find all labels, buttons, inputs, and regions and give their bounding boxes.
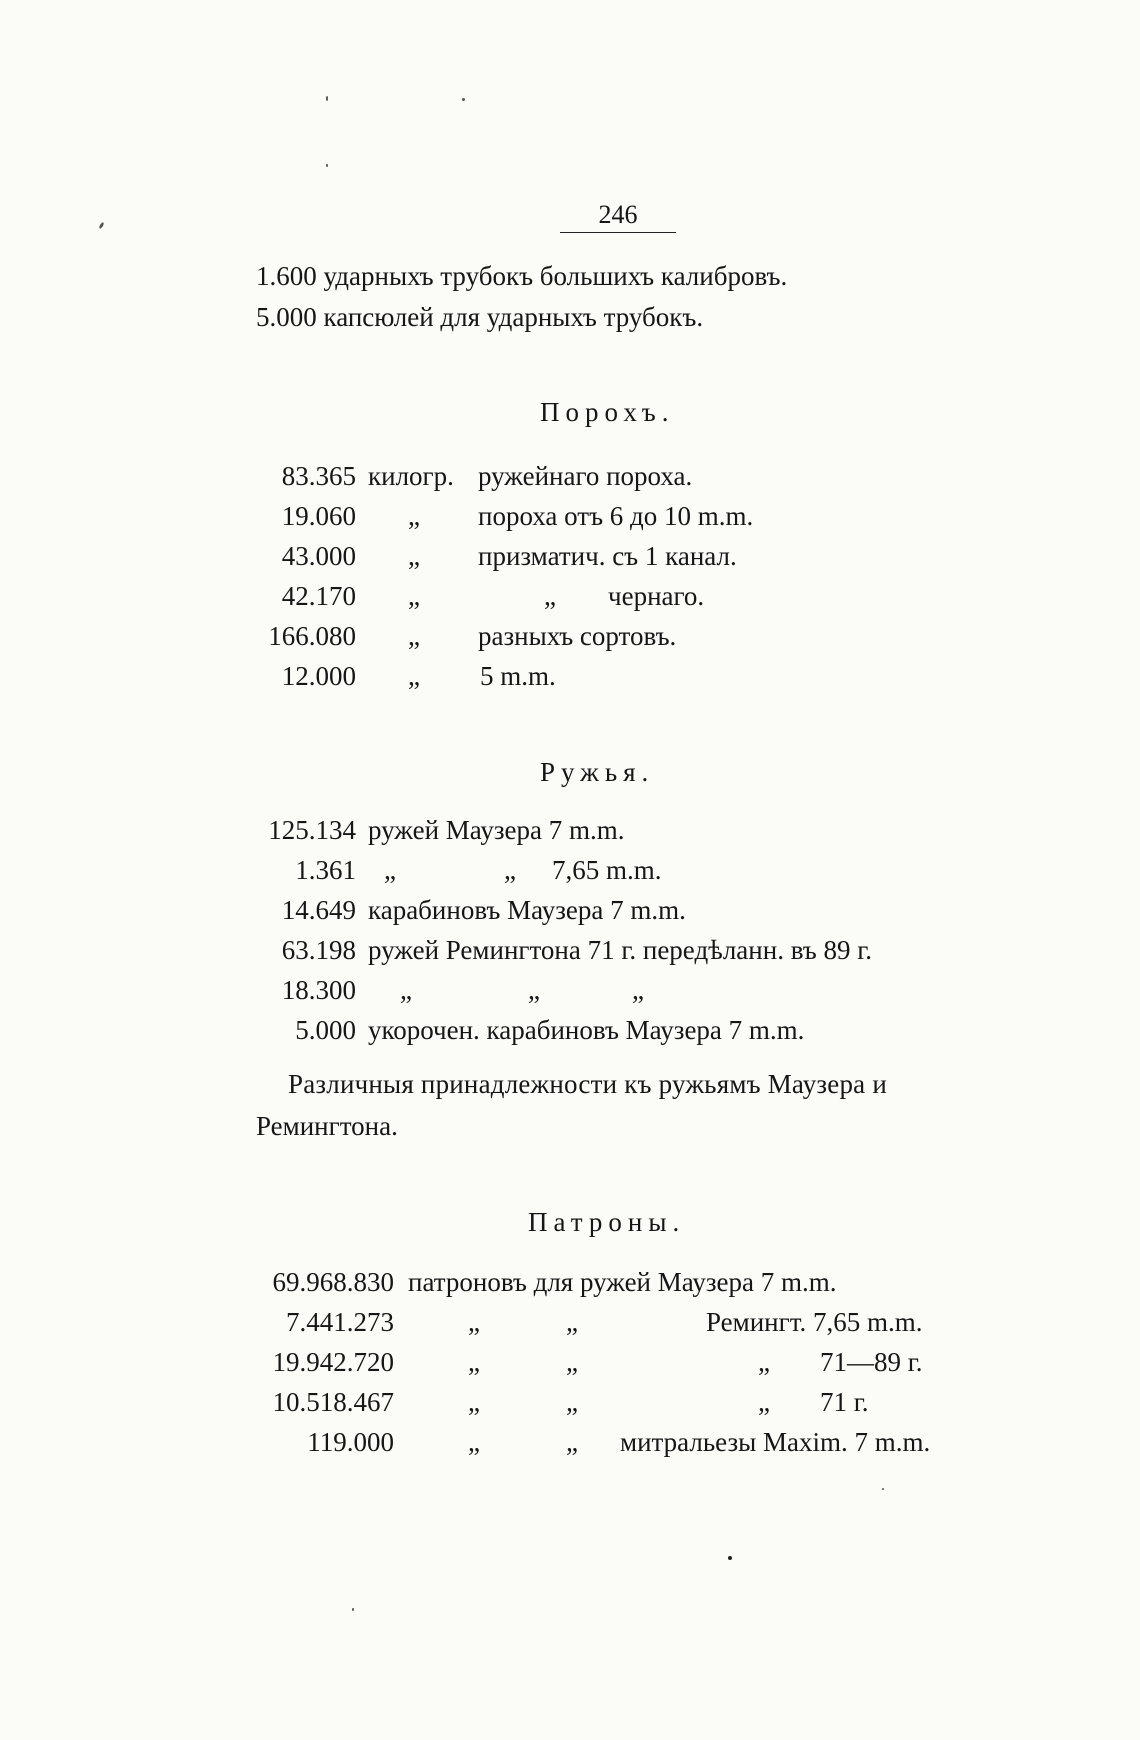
cartridges-desc-3: 71—89 г. [820, 1347, 923, 1377]
powder-unit-2: „ [408, 501, 420, 531]
powder-qty-6: 12.000 [281, 661, 356, 691]
section-title-rifles: Ружья. [540, 757, 655, 787]
scan-speck [882, 1488, 884, 1490]
rifles-desc-1: ружей Маузера 7 m.m. [368, 815, 625, 845]
cartridges-mark-3c: „ [758, 1347, 770, 1377]
cartridges-mark-2a: „ [468, 1307, 480, 1337]
cartridges-qty-2: 7.441.273 [286, 1307, 394, 1337]
powder-unit-4: „ [408, 581, 420, 611]
rifles-mark-2b: „ [504, 855, 516, 885]
rifles-qty-4: 63.198 [281, 935, 356, 965]
powder-qty-5: 166.080 [268, 621, 356, 651]
powder-desc-1: ружейнаго пороха. [478, 461, 693, 491]
powder-desc-4: чернаго. [608, 581, 705, 611]
powder-unit-6: „ [408, 661, 420, 691]
scan-speck [326, 164, 328, 167]
powder-unit-3: „ [408, 541, 420, 571]
rifles-qty-6: 5.000 [295, 1015, 356, 1045]
page-number: 246 [560, 200, 676, 233]
scan-speck [326, 96, 328, 101]
powder-qty-2: 19.060 [281, 501, 356, 531]
powder-unit-5: „ [408, 621, 420, 651]
top-line-2: 5.000 капсюлей для ударныхъ трубокъ. [256, 302, 704, 332]
cartridges-mark-5b: „ [566, 1427, 578, 1457]
cartridges-desc-5: митральезы Maxim. 7 m.m. [620, 1427, 931, 1457]
rifles-qty-5: 18.300 [281, 975, 356, 1005]
cartridges-mark-3a: „ [468, 1347, 480, 1377]
rifles-qty-2: 1.361 [295, 855, 356, 885]
powder-qty-4: 42.170 [281, 581, 356, 611]
rifles-note-line-1: Различныя принадлежности къ ружьямъ Маузера и [288, 1069, 887, 1099]
section-title-powder: Порохъ. [540, 397, 675, 427]
rifles-desc-3: карабиновъ Маузера 7 m.m. [368, 895, 686, 925]
cartridges-mark-4a: „ [468, 1387, 480, 1417]
rifles-desc-4: ружей Ремингтона 71 г. передѣланн. въ 89 г. [368, 935, 873, 965]
cartridges-qty-5: 119.000 [307, 1427, 394, 1457]
rifles-desc-6: укорочен. карабиновъ Маузера 7 m.m. [368, 1015, 805, 1045]
cartridges-mark-4c: „ [758, 1387, 770, 1417]
powder-mark-4: „ [544, 581, 556, 611]
rifles-qty-1: 125.134 [268, 815, 356, 845]
cartridges-qty-1: 69.968.830 [272, 1267, 394, 1297]
powder-desc-2: пороха отъ 6 до 10 m.m. [478, 501, 754, 531]
cartridges-mark-4b: „ [566, 1387, 578, 1417]
rifles-qty-3: 14.649 [281, 895, 356, 925]
cartridges-desc-2: Ремингт. 7,65 m.m. [706, 1307, 923, 1337]
rifles-desc-2: 7,65 m.m. [552, 855, 662, 885]
cartridges-mark-5a: „ [468, 1427, 480, 1457]
rifles-mark-5a: „ [400, 975, 412, 1005]
rifles-mark-5b: „ [528, 975, 540, 1005]
section-title-cartridges: Патроны. [528, 1207, 686, 1237]
cartridges-qty-4: 10.518.467 [272, 1387, 394, 1417]
rifles-mark-5c: „ [632, 975, 644, 1005]
powder-unit-1: килогр. [368, 461, 454, 491]
powder-desc-3: призматич. съ 1 канал. [478, 541, 737, 571]
cartridges-qty-3: 19.942.720 [272, 1347, 394, 1377]
scan-speck [98, 222, 104, 230]
scan-speck [352, 1608, 354, 1611]
scan-speck [728, 1556, 732, 1560]
powder-qty-3: 43.000 [281, 541, 356, 571]
powder-desc-6: 5 m.m. [480, 661, 556, 691]
top-line-1: 1.600 ударныхъ трубокъ большихъ калибровъ. [256, 261, 788, 291]
powder-desc-5: разныхъ сортовъ. [478, 621, 677, 651]
rifles-note-line-2: Ремингтона. [256, 1111, 398, 1141]
powder-qty-1: 83.365 [281, 461, 356, 491]
cartridges-desc-4: 71 г. [820, 1387, 869, 1417]
cartridges-mark-2b: „ [566, 1307, 578, 1337]
scan-speck [462, 98, 465, 101]
rifles-mark-2a: „ [384, 855, 396, 885]
cartridges-mark-3b: „ [566, 1347, 578, 1377]
cartridges-desc-1: патроновъ для ружей Маузера 7 m.m. [408, 1267, 837, 1297]
